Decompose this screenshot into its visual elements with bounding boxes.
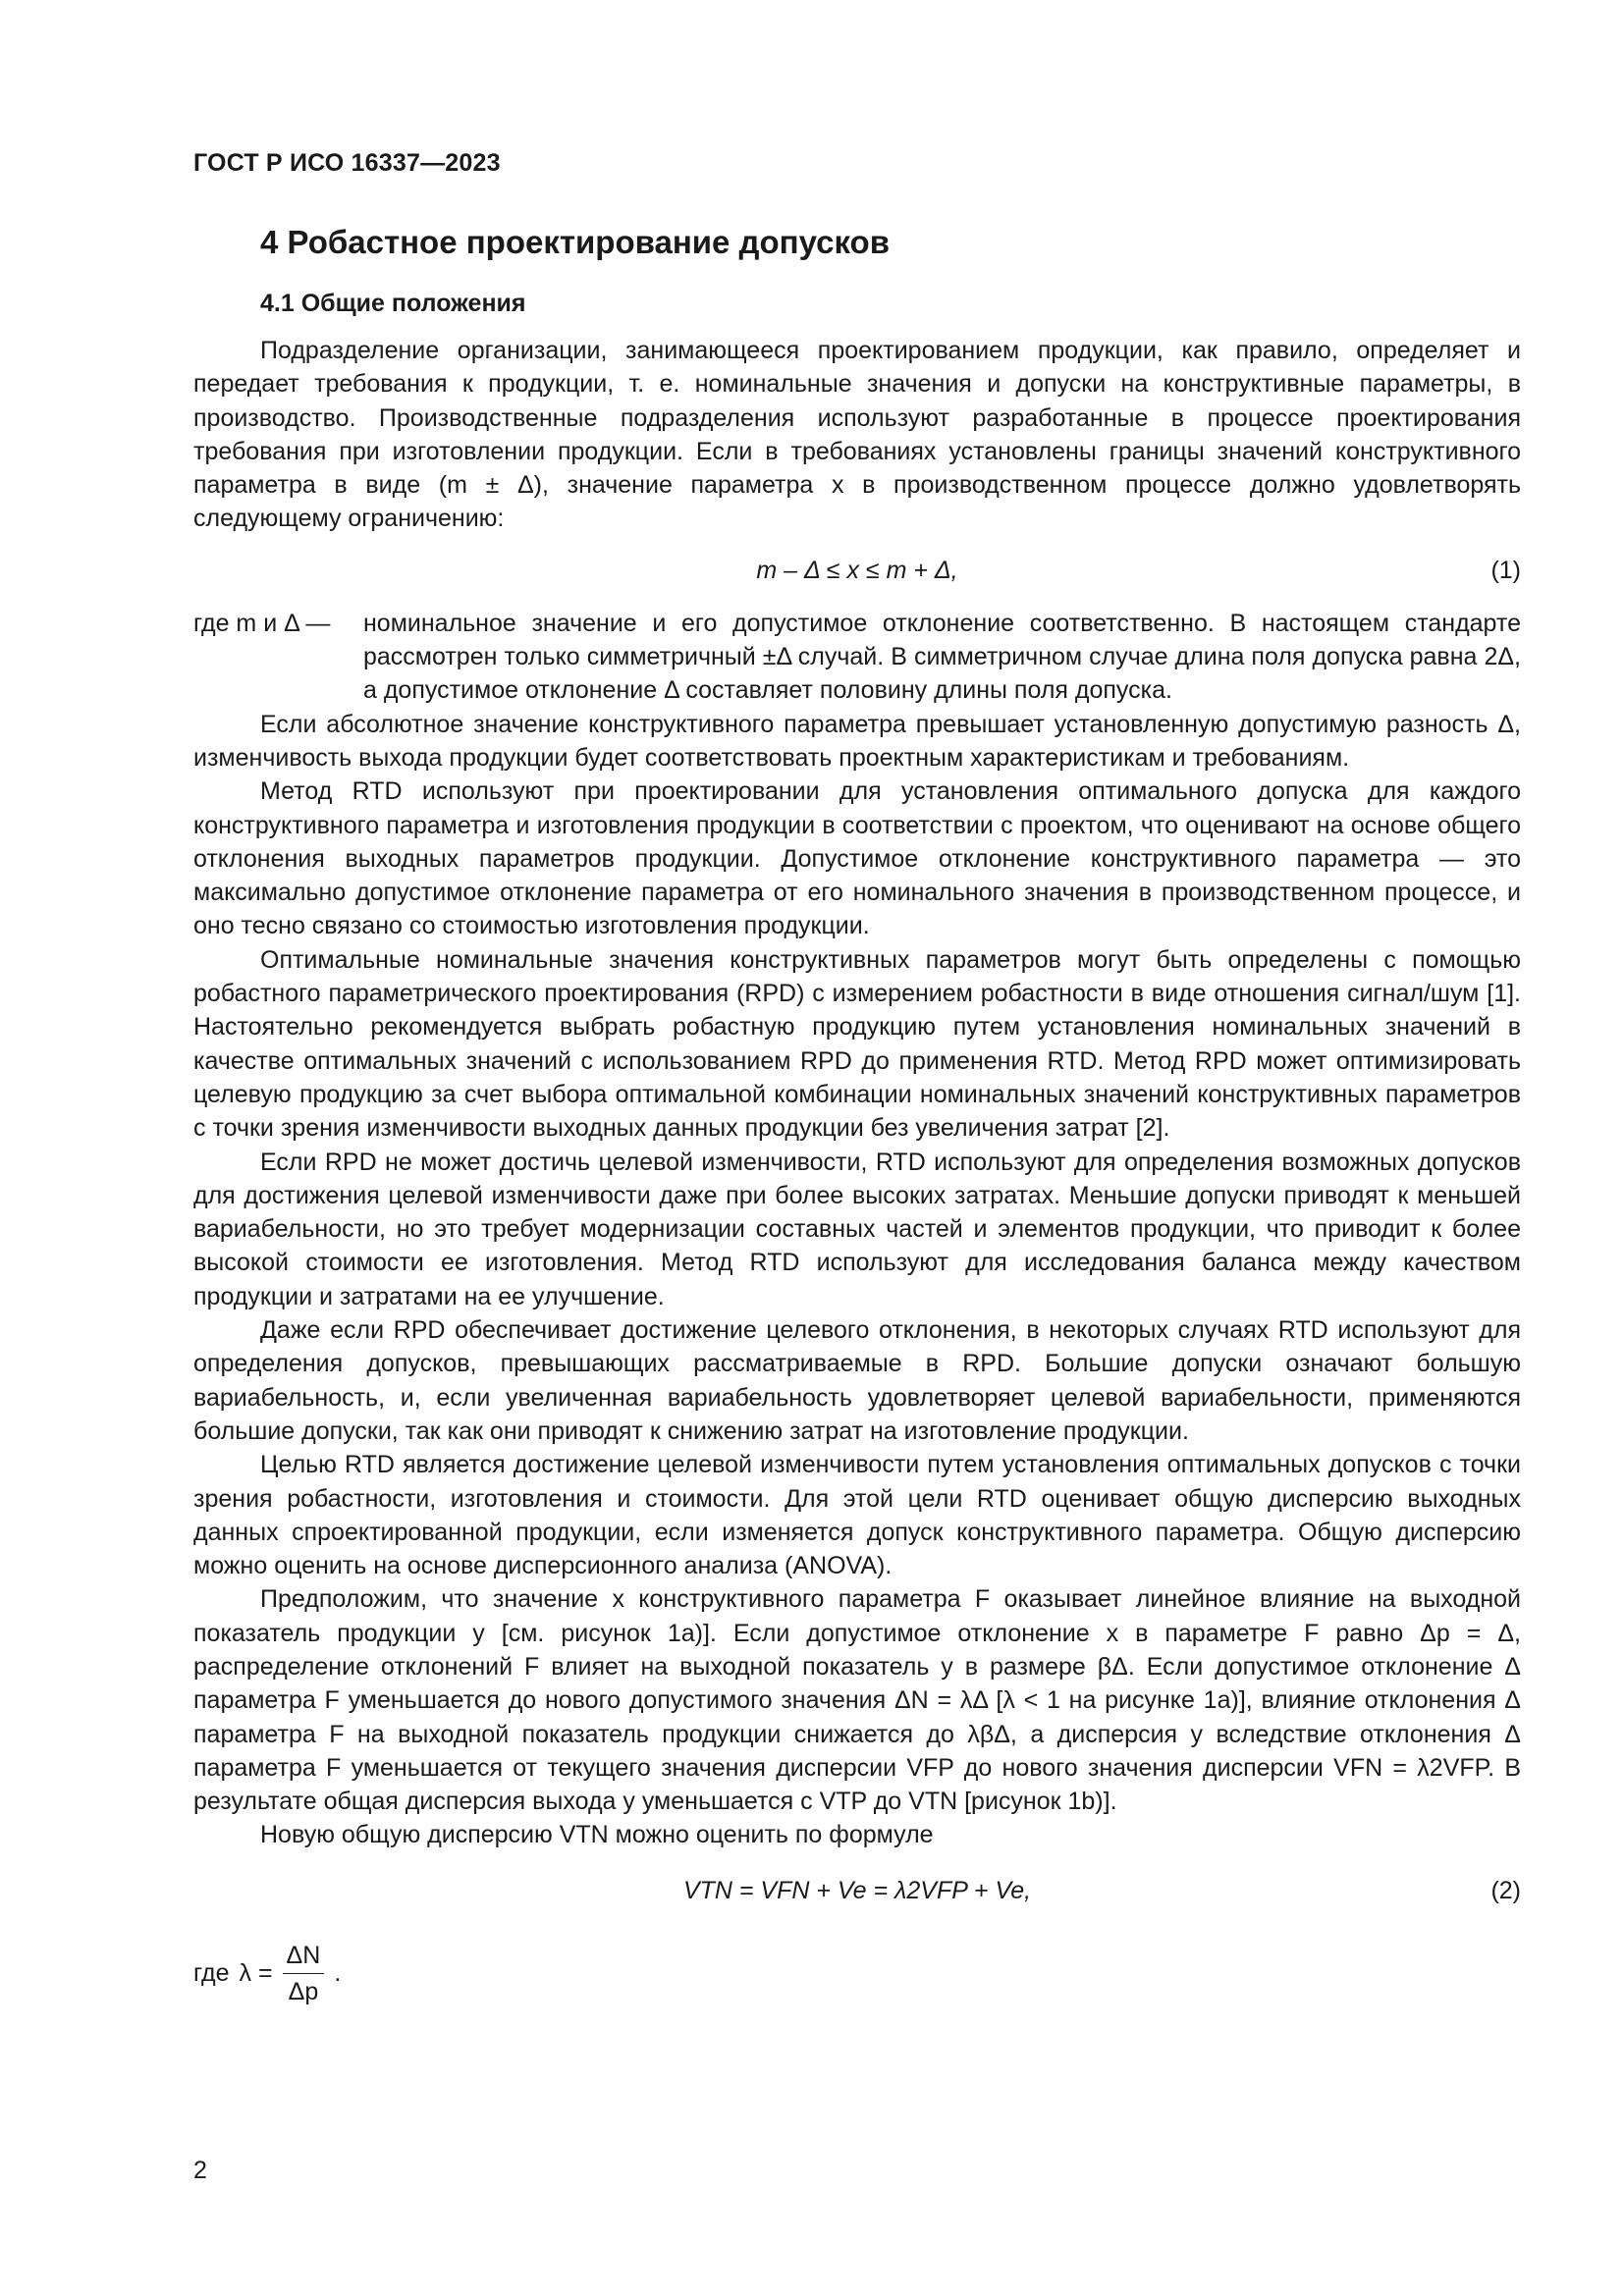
where-clause-2-tail: . xyxy=(334,1959,342,1988)
fraction-denominator: Δp xyxy=(288,1978,319,2006)
document-header: ГОСТ Р ИСО 16337—2023 xyxy=(193,149,501,177)
lambda-symbol: λ = xyxy=(239,1959,273,1988)
formula-1-expression: m – Δ ≤ x ≤ m + Δ, xyxy=(756,556,958,584)
page-number: 2 xyxy=(193,2157,207,2184)
fraction-numerator: ΔN xyxy=(283,1939,325,1974)
paragraph: Если RPD не может достичь целевой изменчивости, RTD используют для определения возможных допусков для достижения целевой изменчивости даже при более высоких затратах. Меньшие допуски приводят к меньшей вариабельности, но это требует модернизации составных частей и элементов продукции, что приводит к более высокой стоимости ее изготовления. Метод RTD используют для исследования баланса между качеством продукции и затратами на ее улучшение. xyxy=(193,1148,1521,1310)
formula-1 xyxy=(193,542,1521,593)
document-body xyxy=(193,334,1521,2008)
formula-2 xyxy=(193,1862,1521,1917)
paragraph: Оптимальные номинальные значения конструктивных параметров могут быть определены с помощью робастного параметрического проектирования (RPD) с измерением робастности в виде отношения сигнал/шум [1]. Настоятельно рекомендуется выбрать робастную продукцию путем установления номинальных значений в качестве оптимальных значений с использованием RPD до применения RTD. Метод RPD может оптимизировать целевую продукцию за счет выбора оптимальной комбинации номинальных значений конструктивных параметров с точки зрения изменчивости выходных данных продукции без увеличения затрат [2]. xyxy=(193,945,1521,1143)
lambda-fraction xyxy=(283,1939,325,2009)
where-clause-2-lead: где xyxy=(193,1959,230,1988)
paragraph: Даже если RPD обеспечивает достижение целевого отклонения, в некоторых случаях RTD используют для определения допусков, превышающих рассматриваемые в RPD. Большие допуски означают большую вариабельность, и, если увеличенная вариабельность удовлетворяет целевой вариабельности, применяются большие допуски, так как они приводят к снижению затрат на изготовление продукции. xyxy=(193,1316,1521,1445)
formula-2-expression: VTN = VFN + Ve = λ2VFP + Ve, xyxy=(682,1876,1032,1904)
paragraph: Предположим, что значение x конструктивного параметра F оказывает линейное влияние на выходной показатель продукции y [см. рисунок 1a)]. Если допустимое отклонение x в параметре F равно Δp = Δ, распределение отклонений F влияет на выходной показатель y в размере βΔ. Если допустимое отклонение Δ параметра F уменьшается до нового допустимого значения ΔN = λΔ [λ < 1 на рисунке 1a)], влияние отклонения Δ параметра F на выходной показатель продукции снижается до λβΔ, а дисперсия y вследствие отклонения Δ параметра F уменьшается от текущего значения дисперсии VFP до нового значения дисперсии VFN = λ2VFP. В результате общая дисперсия выхода y уменьшается с VTP до VTN [рисунок 1b)]. xyxy=(193,1585,1521,1816)
paragraph: Если абсолютное значение конструктивного параметра превышает установленную допустимую разность Δ, изменчивость выхода продукции будет соответствовать проектным характеристикам и требованиям. xyxy=(193,710,1521,772)
paragraph: Метод RTD используют при проектировании для установления оптимального допуска для каждого конструктивного параметра и изготовления продукции в соответствии с проектом, что оценивают на основе общего отклонения выходных параметров продукции. Допустимое отклонение конструктивного параметра — это максимально допустимое отклонение параметра от его номинального значения в производственном процессе, и оно тесно связано со стоимостью изготовления продукции. xyxy=(193,777,1521,940)
formula-1-number: (1) xyxy=(1490,556,1521,584)
section-title: 4 Робастное проектирование допусков xyxy=(260,224,891,260)
where-clause-2 xyxy=(193,1939,1521,2009)
formula-2-number: (2) xyxy=(1490,1876,1521,1904)
subsection-title: 4.1 Общие положения xyxy=(260,290,526,317)
where-clause-1-text: номинальное значение и его допустимое отклонение соответственно. В настоящем стандарте рассмотрен только симметричный ±Δ случай. В симметричном случае длина поля допуска равна 2Δ, а допустимое отклонение Δ составляет половину длины поля допуска. xyxy=(363,609,1521,705)
where-clause-1-lead: где m и Δ — xyxy=(193,609,331,637)
paragraph: Подразделение организации, занимающееся проектированием продукции, как правило, определяет и передает требования к продукции, т. е. номинальные значения и допуски на конструктивные параметры, в производство. Производственные подразделения используют разработанные в процессе проектирования требования при изготовлении продукции. Если в требованиях установлены границы значений конструктивного параметра в виде (m ± Δ), значение параметра x в производственном процессе должно удовлетворять следующему ограничению: xyxy=(193,337,1521,533)
where-clause-1 xyxy=(193,607,1521,708)
paragraph: Целью RTD является достижение целевой изменчивости путем установления оптимальных допусков с точки зрения робастности, изготовления и стоимости. Для этой цели RTD оценивает общую дисперсию выходных данных спроектированной продукции, если изменяется допуск конструктивного параметра. Общую дисперсию можно оценить на основе дисперсионного анализа (ANOVA). xyxy=(193,1451,1521,1580)
paragraph: Новую общую дисперсию VTN можно оценить по формуле xyxy=(260,1821,934,1849)
